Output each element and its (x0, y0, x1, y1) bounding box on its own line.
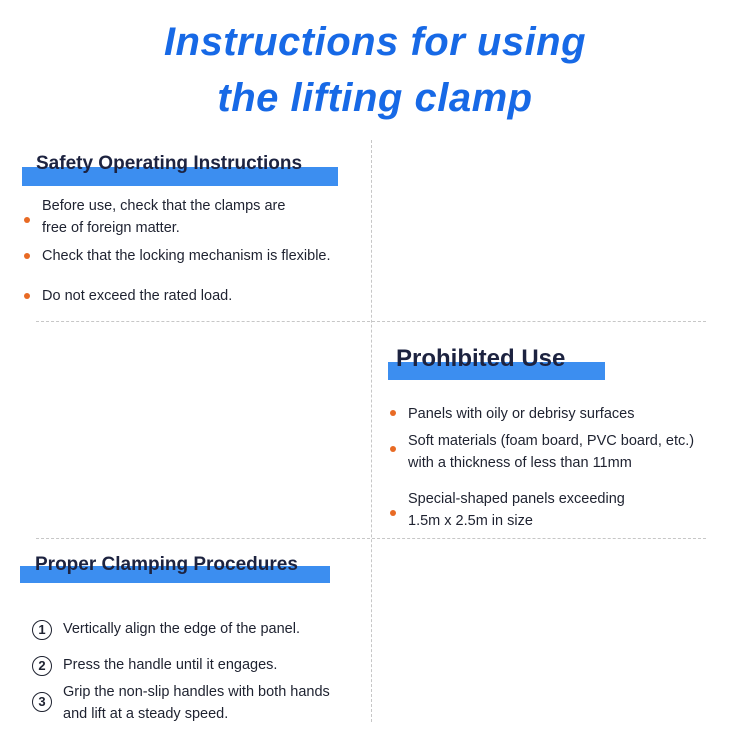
page-title-line-2: the lifting clamp (217, 76, 533, 120)
prohibited-item-2 (408, 430, 694, 474)
safety-item-3 (42, 285, 232, 307)
prohibited-item-1 (408, 403, 634, 425)
safety-item-2 (42, 245, 331, 267)
safety-item-3-line-1: Do not exceed the rated load. (42, 288, 233, 304)
prohibited-item-2-line-1: Soft materials (foam board, PVC board, etc.) (408, 433, 695, 449)
step-number-2: 2 (32, 656, 52, 676)
procedure-step-1 (63, 618, 300, 640)
procedures-heading: Proper Clamping Procedures (35, 554, 298, 575)
page-title-line-1: Instructions for using (163, 20, 587, 64)
safety-item-1-line-2: free of foreign matter. (42, 220, 180, 236)
bullet-dot (390, 410, 396, 416)
safety-item-1 (42, 195, 285, 239)
bullet-dot (390, 510, 396, 516)
procedure-step-2-line-1: Press the handle until it engages. (63, 657, 278, 673)
procedure-step-2 (63, 654, 277, 676)
safety-heading: Safety Operating Instructions (36, 153, 303, 174)
vertical-divider (371, 140, 372, 722)
horizontal-divider-top (36, 321, 706, 322)
procedure-step-3 (63, 681, 330, 725)
procedure-step-1-line-1: Vertically align the edge of the panel. (63, 621, 300, 637)
prohibited-item-3-line-2: 1.5m x 2.5m in size (408, 513, 533, 529)
prohibited-item-1-line-1: Panels with oily or debrisy surfaces (408, 406, 635, 422)
bullet-dot (24, 217, 30, 223)
safety-item-2-line-1: Check that the locking mechanism is flexible. (42, 248, 331, 264)
procedure-step-3-line-2: and lift at a steady speed. (63, 706, 229, 722)
step-number-3: 3 (32, 692, 52, 712)
bullet-dot (24, 253, 30, 259)
bullet-dot (390, 446, 396, 452)
bullet-dot (24, 293, 30, 299)
horizontal-divider-bottom (36, 538, 706, 539)
prohibited-item-2-line-2: with a thickness of less than 11mm (408, 455, 632, 471)
prohibited-heading: Prohibited Use (396, 345, 566, 372)
step-number-1: 1 (32, 620, 52, 640)
procedure-step-3-line-1: Grip the non-slip handles with both hands (63, 684, 330, 700)
safety-item-1-line-1: Before use, check that the clamps are (42, 198, 286, 214)
prohibited-item-3 (408, 488, 625, 532)
prohibited-item-3-line-1: Special-shaped panels exceeding (408, 491, 625, 507)
